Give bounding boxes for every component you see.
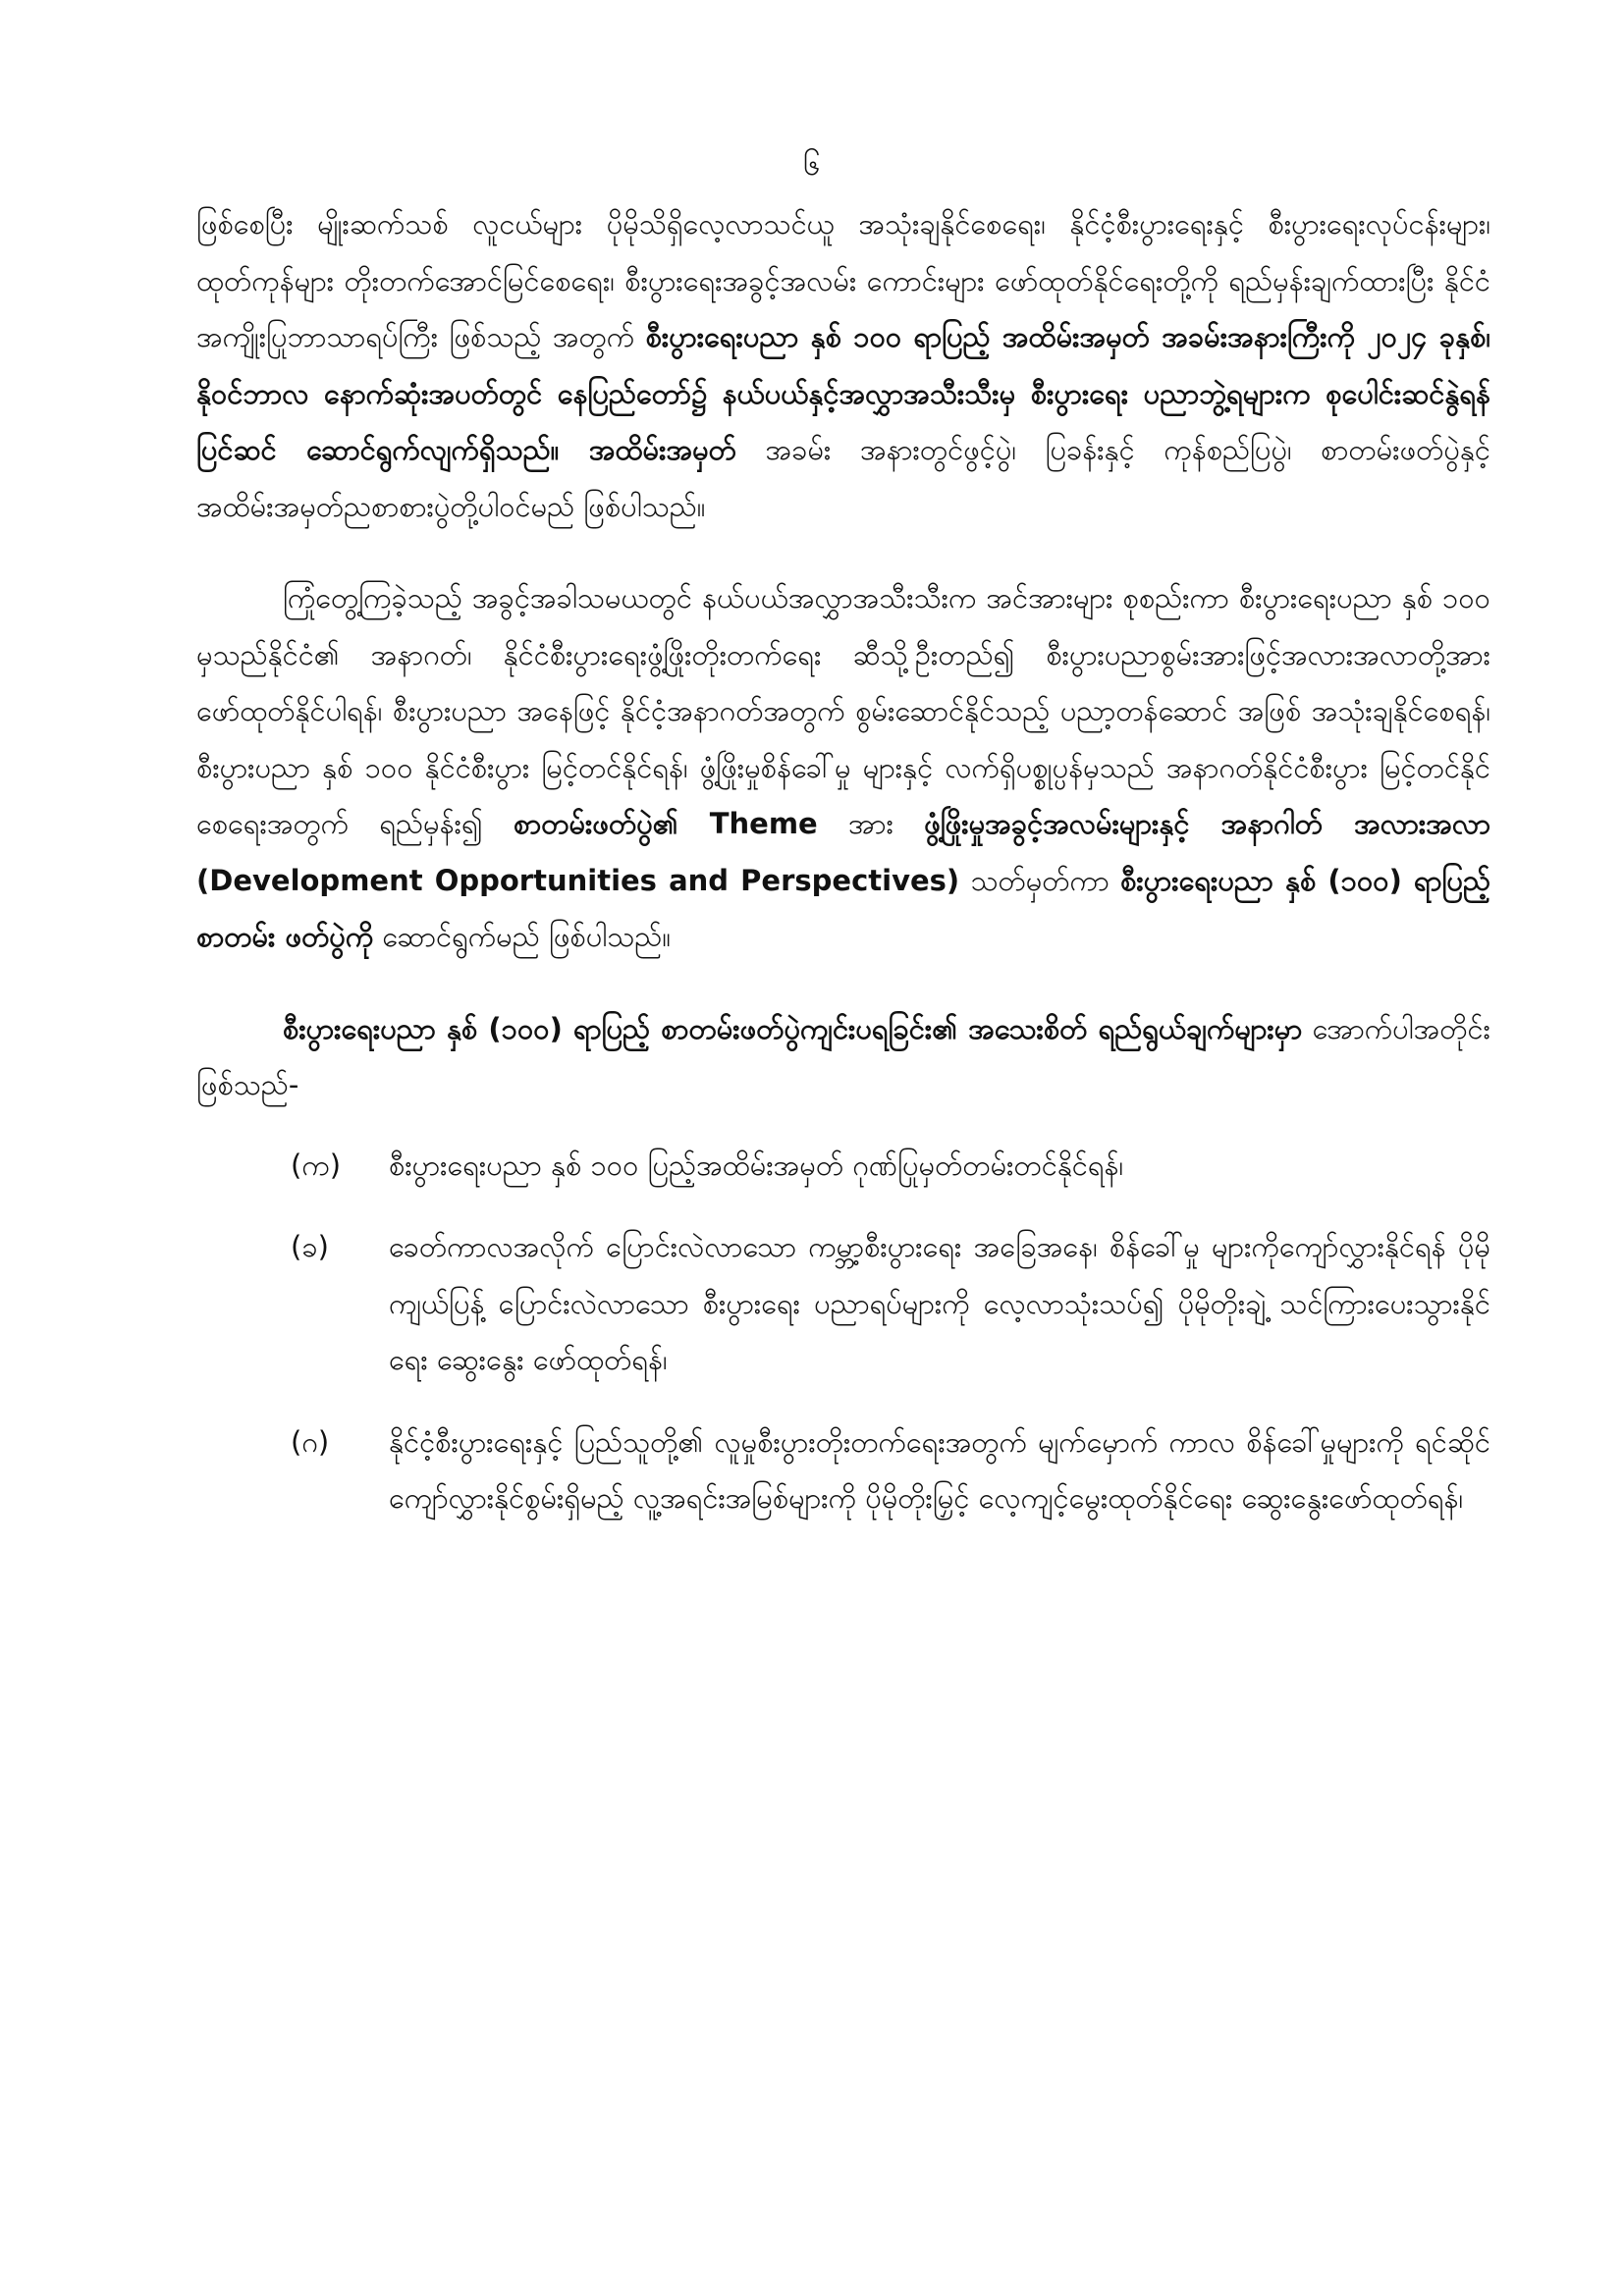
list-item-marker: (ခ)	[291, 1230, 329, 1263]
paragraph-1	[196, 196, 1490, 535]
paragraph-2-text-d: ဆောင်ရွက်မည် ဖြစ်ပါသည်။	[373, 920, 672, 953]
list-item-text: နိုင်ငံ့စီးပွားရေးနှင့် ပြည်သူတို့၏ လူမှုစီးပွားတိုးတက်ရေးအတွက် မျက်မှောက် ကာလ စိန်ခေါ်မှုများကို ရင်ဆိုင်ကျော်လွှားနိုင်စွမ်းရှိမည့် လူ့အရင်းအမြစ်များကို ပိုမိုတိုးမြှင့် လေ့ကျင့်မွေးထုတ်နိုင်ရေး ဆွေးနွေးဖော်ထုတ်ရန်၊	[389, 1424, 1490, 1515]
list-item	[196, 1138, 1490, 1195]
paragraph-2-text-c: သတ်မှတ်ကာ	[959, 863, 1121, 897]
objectives-list	[196, 1138, 1490, 1527]
list-item-text: စီးပွားရေးပညာ နှစ် ၁၀၀ ပြည့်အထိမ်းအမှတ် ဂုဏ်ပြုမှတ်တမ်းတင်နိုင်ရန်၊	[389, 1148, 1124, 1182]
list-item-marker: (ဂ)	[291, 1424, 330, 1459]
paragraph-3	[196, 1001, 1490, 1114]
page-number: ၆	[803, 147, 821, 183]
paragraph-2-text-b: အား	[817, 807, 925, 840]
paragraph-2-bold-a: စာတမ်းဖတ်ပွဲ၏ Theme	[513, 807, 818, 840]
paragraph-1-text-b: အခမ်း အနားတွင်ဖွင့်ပွဲ၊ ပြခန်းနှင့် ကုန်စည်ပြပွဲ၊ စာတမ်းဖတ်ပွဲနှင့် အထိမ်းအမှတ်ညစာစားပွဲတို့ပါဝင်မည် ဖြစ်ပါသည်။	[196, 433, 1490, 523]
paragraph-2-text-a: ကြုံတွေ့ကြခဲ့သည့် အခွင့်အခါသမယတွင် နယ်ပယ်အလွှာအသီးသီးက အင်အားများ စုစည်းကာ စီးပွားရေးပညာ နှစ် ၁၀၀ မှသည်နိုင်ငံ၏ အနာဂတ်၊ နိုင်ငံစီးပွားရေးဖွံ့ဖြိုးတိုးတက်ရေး ဆီသို့ဦးတည်၍ စီးပွားပညာစွမ်းအားဖြင့်အလားအလာတို့အား ဖော်ထုတ်နိုင်ပါရန်၊ စီးပွားပညာ အနေဖြင့် နိုင်ငံ့အနာဂတ်အတွက် စွမ်းဆောင်နိုင်သည့် ပညာ့တန်ဆောင် အဖြစ် အသုံးချနိုင်စေရန်၊ စီးပွားပညာ နှစ် ၁၀၀ နိုင်ငံစီးပွား မြင့်တင်နိုင်ရန်၊ ဖွံ့ဖြိုးမှုစိန်ခေါ်မှု များနှင့် လက်ရှိပစ္စုပ္ပန်မှသည် အနာဂတ်နိုင်ငံစီးပွား မြင့်တင်နိုင်စေရေးအတွက် ရည်မှန်း၍	[196, 581, 1490, 840]
list-item-text: ခေတ်ကာလအလိုက် ပြောင်းလဲလာသော ကမ္ဘာ့စီးပွားရေး အခြေအနေ၊ စိန်ခေါ်မှု များကိုကျော်လွှားနိုင်ရန် ပိုမိုကျယ်ပြန့် ပြောင်းလဲလာသော စီးပွားရေး ပညာရပ်များကို လေ့လာသုံးသပ်၍ ပိုမိုတိုးချဲ့ သင်ကြားပေးသွားနိုင်ရေး ဆွေးနွေး ဖော်ထုတ်ရန်၊	[389, 1230, 1490, 1376]
paragraph-2	[196, 570, 1490, 966]
paragraph-1-bold-a: စီးပွားရေးပညာ နှစ် ၁၀၀ ရာပြည့် အထိမ်းအမှတ် အခမ်းအနားကြီးကို ၂၀၂၄ ခုနှစ်၊ နိုဝင်ဘာလ နောက်ဆုံးအပတ်တွင် နေပြည်တော်၌ နယ်ပယ်နှင့်အလွှာအသီးသီးမှ စီးပွားရေး ပညာဘွဲ့ရများက စုပေါင်းဆင်နွဲရန်ပြင်ဆင် ဆောင်ရွက်လျက်ရှိသည်။ အထိမ်းအမှတ်	[196, 320, 1490, 466]
document-body	[196, 187, 1490, 1553]
paragraph-2-bold-b: ဖွံ့ဖြိုးမှုအခွင့်အလမ်းများနှင့် အနာဂါတ် အလားအလာ (Development Opportunities and Perspectives)	[196, 807, 1490, 897]
paragraph-2-bold-c: စီးပွားရေးပညာ နှစ် (၁၀၀) ရာပြည့် စာတမ်း ဖတ်ပွဲကို	[196, 863, 1491, 953]
list-item	[196, 1415, 1490, 1527]
paragraph-1-text-a: ဖြစ်စေပြီး မျိုးဆက်သစ် လူငယ်များ ပိုမိုသိရှိလေ့လာသင်ယူ အသုံးချနိုင်စေရေး၊ နိုင်ငံ့စီးပွားရေးနှင့် စီးပွားရေးလုပ်ငန်းများ၊ ထုတ်ကုန်များ တိုးတက်အောင်မြင်စေရေး၊ စီးပွားရေးအခွင့်အလမ်း ကောင်းများ ဖော်ထုတ်နိုင်ရေးတို့ကို ရည်မှန်းချက်ထားပြီး နိုင်ငံအကျိုးပြုဘာသာရပ်ကြီး ဖြစ်သည့် အတွက်	[196, 207, 1490, 353]
paragraph-3-text-a: အောက်ပါအတိုင်း ဖြစ်သည်-	[196, 1011, 1490, 1101]
list-item	[196, 1219, 1490, 1389]
paragraph-3-bold-a: စီးပွားရေးပညာ နှစ် (၁၀၀) ရာပြည့် စာတမ်းဖတ်ပွဲကျင်းပရခြင်း၏ အသေးစိတ် ရည်ရွယ်ချက်များမှာ	[283, 1011, 1303, 1045]
list-item-marker: (က)	[291, 1148, 342, 1182]
